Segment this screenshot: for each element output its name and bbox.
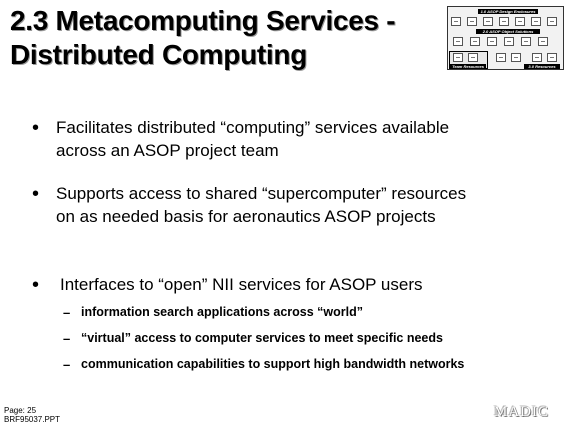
diagram-box — [467, 17, 477, 26]
page-number: Page: 25 — [4, 406, 37, 415]
diagram-box — [511, 53, 521, 62]
sub-bullet-text: communication capabilities to support high bandwidth networks — [81, 357, 465, 371]
diagram-box — [515, 17, 525, 26]
bullet-text: Interfaces to “open” NII services for ASOP users — [60, 275, 423, 294]
slide-footer — [4, 406, 60, 424]
diagram-box — [451, 17, 461, 26]
sub-bullet-dash: – — [63, 305, 71, 320]
diagram-box — [547, 53, 557, 62]
diagram-box — [499, 17, 509, 26]
bullet-text: Facilitates distributed “computing” services available across an ASOP project team — [56, 118, 450, 160]
diagram-box — [468, 53, 478, 62]
diagram-top-bar: 1.0 ASOP Design Enclosures — [478, 9, 538, 14]
slide-title-line-1: 2.3 Metacomputing Services - — [10, 5, 396, 36]
diagram-box — [470, 37, 480, 46]
diagram-box — [483, 17, 493, 26]
diagram-box — [531, 17, 541, 26]
diagram-box — [538, 37, 548, 46]
slide-title-line-2: Distributed Computing — [10, 39, 307, 70]
bullet-dot: • — [32, 117, 40, 139]
diagram-mid-bar: 2.0 ASOP Object Solutions — [476, 29, 540, 34]
architecture-diagram-thumbnail — [447, 6, 564, 70]
sub-bullet-text: information search applications across “world” — [81, 305, 364, 319]
sub-bullet-dash: – — [63, 357, 71, 372]
diagram-box — [547, 17, 557, 26]
diagram-box — [532, 53, 542, 62]
bullet-text: Supports access to shared “supercomputer” resources on as needed basis for aeronautics ASOP projects — [56, 184, 467, 226]
diagram-box — [453, 37, 463, 46]
bullet-dot: • — [32, 183, 40, 205]
sub-bullet-text: “virtual” access to computer services to meet specific needs — [81, 331, 443, 345]
diagram-box — [453, 53, 463, 62]
madic-logo: MADIC — [494, 404, 550, 420]
diagram-box — [487, 37, 497, 46]
diagram-box — [496, 53, 506, 62]
diagram-box — [521, 37, 531, 46]
diagram-left-bar: Team Resources — [450, 64, 486, 69]
slide-title — [10, 4, 395, 72]
diagram-box — [504, 37, 514, 46]
file-name: BRF95037.PPT — [4, 415, 61, 424]
sub-bullet-dash: – — [63, 331, 71, 346]
bullet-dot: • — [32, 274, 40, 296]
diagram-right-bar: 3.0 Resources — [524, 64, 560, 69]
